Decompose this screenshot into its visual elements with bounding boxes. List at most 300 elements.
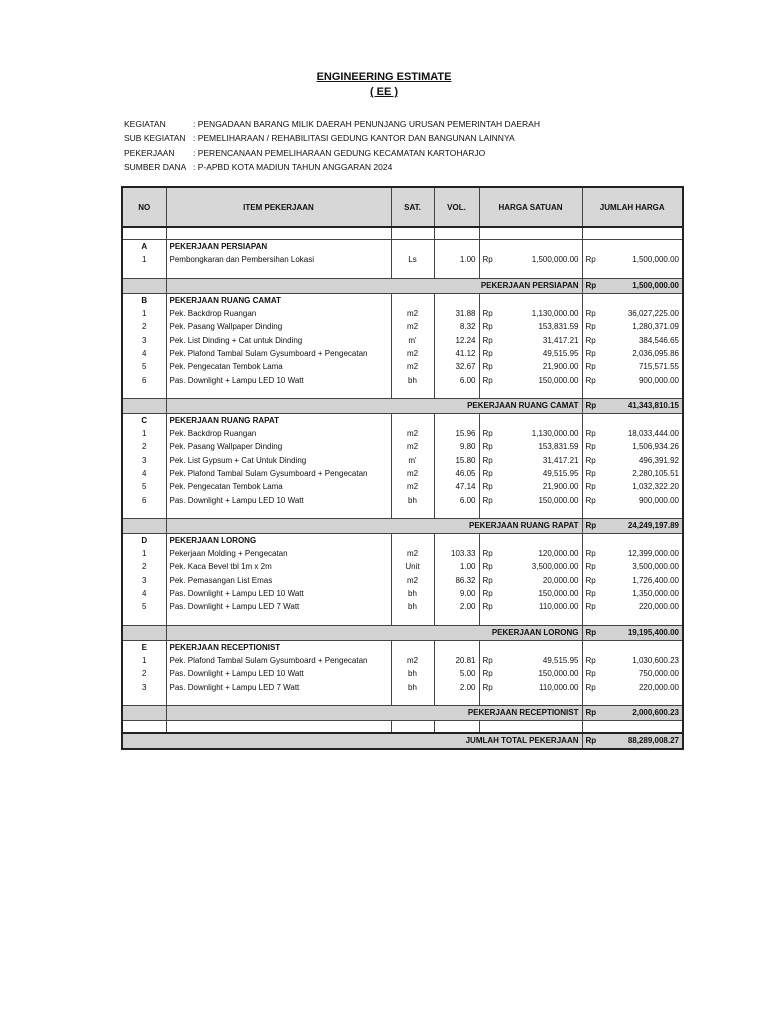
table-row	[122, 680, 683, 693]
currency-label: Rp	[585, 348, 596, 358]
spacer-cell	[122, 694, 166, 706]
item-no: 4	[122, 587, 166, 600]
info-value: : P-APBD KOTA MADIUN TAHUN ANGGARAN 2024	[193, 161, 393, 172]
currency-label: Rp	[585, 255, 596, 265]
item-unit: bh	[391, 680, 434, 693]
item-name: Pek. List Dinding + Cat untuk Dinding	[166, 333, 391, 346]
item-name: Pas. Downlight + Lampu LED 10 Watt	[166, 373, 391, 386]
item-unit-price	[479, 440, 582, 453]
table-row	[122, 347, 683, 360]
spacer-cell	[582, 614, 683, 626]
item-no: 5	[122, 480, 166, 493]
spacer-cell	[434, 387, 479, 399]
spacer-cell	[391, 507, 434, 519]
currency-label: Rp	[585, 362, 596, 372]
item-total-price	[582, 347, 683, 360]
subtotal-amount	[582, 398, 683, 413]
currency-label: Rp	[482, 602, 493, 612]
item-name: Pek. Pasang Wallpaper Dinding	[166, 440, 391, 453]
item-unit: m2	[391, 347, 434, 360]
item-name: Pas. Downlight + Lampu LED 10 Watt	[166, 587, 391, 600]
currency-label: Rp	[482, 562, 493, 572]
currency-label: Rp	[482, 669, 493, 679]
subtotal-amount	[582, 625, 683, 640]
item-total-price-value: 12,399,000.00	[627, 549, 679, 559]
empty-cell	[391, 240, 434, 254]
col-no-header: NO	[122, 187, 166, 227]
item-name: Pas. Downlight + Lampu LED 10 Watt	[166, 493, 391, 506]
empty-cell	[122, 398, 166, 413]
spacer-cell	[166, 387, 391, 399]
item-total-price-value: 900,000.00	[638, 495, 679, 505]
item-total-price	[582, 467, 683, 480]
item-total-price-value: 750,000.00	[638, 669, 679, 679]
item-unit-price	[479, 680, 582, 693]
empty-cell	[434, 640, 479, 654]
item-unit-price-value: 150,000.00	[538, 495, 579, 505]
item-total-price-value: 36,027,225.00	[627, 309, 679, 319]
table-row	[122, 427, 683, 440]
item-unit: bh	[391, 667, 434, 680]
item-total-price-value: 2,280,105.51	[632, 469, 679, 478]
subtotal-row	[122, 705, 683, 720]
spacer-cell	[479, 720, 582, 733]
item-volume: 5.00	[434, 667, 479, 680]
item-no: 3	[122, 680, 166, 693]
item-name: Pek. Plafond Tambal Sulam Gysumboard + Pengecatan	[166, 654, 391, 667]
spacer-cell	[122, 507, 166, 519]
item-name: Pas. Downlight + Lampu LED 10 Watt	[166, 667, 391, 680]
item-unit-price	[479, 560, 582, 573]
item-total-price	[582, 480, 683, 493]
spacer-cell	[391, 267, 434, 279]
item-volume: 1.00	[434, 253, 479, 266]
section-header-row	[122, 533, 683, 547]
spacer-cell	[582, 267, 683, 279]
table-row	[122, 547, 683, 560]
table-row	[122, 654, 683, 667]
item-total-price	[582, 574, 683, 587]
spacer-cell	[434, 227, 479, 240]
item-total-price-value: 1,506,934.26	[632, 442, 679, 452]
item-unit-price-value: 1,130,000.00	[531, 429, 579, 439]
subtotal-amount-value: 41,343,810.15	[627, 401, 679, 411]
item-unit-price-value: 21,900.00	[542, 482, 579, 492]
empty-cell	[122, 705, 166, 720]
item-unit-price	[479, 320, 582, 333]
item-no: 2	[122, 667, 166, 680]
item-no: 6	[122, 493, 166, 506]
item-volume: 103.33	[434, 547, 479, 560]
table-row	[122, 667, 683, 680]
item-unit: m'	[391, 454, 434, 467]
grand-total-amount	[582, 733, 683, 749]
info-row	[124, 131, 540, 145]
section-header-row	[122, 293, 683, 307]
item-no: 1	[122, 253, 166, 266]
empty-cell	[582, 240, 683, 254]
item-unit-price	[479, 253, 582, 266]
spacer-cell	[434, 694, 479, 706]
section-name: PEKERJAAN RUANG RAPAT	[166, 413, 391, 427]
item-total-price	[582, 560, 683, 573]
item-unit-price-value: 153,831.59	[538, 442, 579, 452]
table-row	[122, 600, 683, 613]
item-unit: bh	[391, 373, 434, 386]
item-name: Pek. Kaca Bevel tbl 1m x 2m	[166, 560, 391, 573]
item-unit: m'	[391, 333, 434, 346]
item-volume: 2.00	[434, 680, 479, 693]
section-header-row	[122, 413, 683, 427]
item-total-price	[582, 587, 683, 600]
item-volume: 32.67	[434, 360, 479, 373]
item-total-price	[582, 333, 683, 346]
spacer-cell	[391, 227, 434, 240]
currency-label: Rp	[585, 682, 596, 692]
section-code: C	[122, 413, 166, 427]
subtotal-amount-value: 24,249,197.89	[627, 521, 679, 531]
spacer-cell	[122, 720, 166, 733]
info-row	[124, 160, 540, 174]
item-unit: bh	[391, 493, 434, 506]
item-total-price-value: 2,036,095.86	[632, 348, 679, 358]
item-unit: m2	[391, 654, 434, 667]
item-no: 3	[122, 574, 166, 587]
section-code: D	[122, 533, 166, 547]
item-unit: Ls	[391, 253, 434, 266]
currency-label: Rp	[585, 375, 596, 385]
spacer-row	[122, 720, 683, 733]
item-volume: 6.00	[434, 373, 479, 386]
empty-cell	[582, 640, 683, 654]
item-unit: m2	[391, 360, 434, 373]
spacer-cell	[122, 227, 166, 240]
item-total-price-value: 1,350,000.00	[632, 589, 679, 599]
item-total-price-value: 1,030,600.23	[632, 655, 679, 665]
item-total-price-value: 900,000.00	[638, 375, 679, 385]
subtotal-row	[122, 278, 683, 293]
currency-label: Rp	[585, 281, 597, 291]
document-subtitle: ( EE )	[369, 86, 399, 98]
spacer-cell	[166, 267, 391, 279]
item-name: Pembongkaran dan Pembersihan Lokasi	[166, 253, 391, 266]
spacer-row	[122, 614, 683, 626]
currency-label: Rp	[585, 549, 596, 559]
currency-label: Rp	[585, 495, 596, 505]
item-unit-price-value: 31,417.21	[542, 455, 579, 465]
spacer-cell	[391, 694, 434, 706]
col-harga-header: HARGA SATUAN	[479, 187, 582, 227]
item-no: 1	[122, 307, 166, 320]
section-name: PEKERJAAN RUANG CAMAT	[166, 293, 391, 307]
item-name: Pek. Pengecatan Tembok Lama	[166, 360, 391, 373]
spacer-row	[122, 507, 683, 519]
item-name: Pas. Downlight + Lampu LED 7 Watt	[166, 600, 391, 613]
item-total-price-value: 220,000.00	[638, 682, 679, 692]
item-total-price	[582, 454, 683, 467]
item-no: 2	[122, 560, 166, 573]
item-no: 6	[122, 373, 166, 386]
subtotal-label: PEKERJAAN RECEPTIONIST	[166, 705, 582, 720]
table-row	[122, 307, 683, 320]
item-total-price-value: 1,726,400.00	[632, 575, 679, 585]
spacer-cell	[166, 694, 391, 706]
currency-label: Rp	[585, 708, 597, 718]
section-code: E	[122, 640, 166, 654]
empty-cell	[582, 533, 683, 547]
item-name: Pek. List Gypsum + Cat Untuk Dinding	[166, 454, 391, 467]
empty-cell	[479, 640, 582, 654]
item-unit-price-value: 110,000.00	[539, 602, 579, 612]
spacer-cell	[391, 720, 434, 733]
item-unit-price-value: 20,000.00	[542, 575, 579, 585]
item-no: 5	[122, 360, 166, 373]
spacer-cell	[582, 507, 683, 519]
spacer-cell	[479, 227, 582, 240]
item-unit-price	[479, 347, 582, 360]
empty-cell	[479, 533, 582, 547]
item-unit-price	[479, 467, 582, 480]
item-total-price	[582, 547, 683, 560]
item-total-price-value: 1,032,322.20	[632, 482, 679, 492]
item-total-price	[582, 360, 683, 373]
grand-total-row	[122, 733, 683, 749]
empty-cell	[582, 413, 683, 427]
currency-label: Rp	[482, 322, 493, 332]
currency-label: Rp	[482, 309, 493, 319]
item-unit: bh	[391, 587, 434, 600]
item-unit-price	[479, 360, 582, 373]
info-row	[124, 146, 540, 160]
item-total-price	[582, 440, 683, 453]
info-key: SUB KEGIATAN	[124, 133, 186, 144]
spacer-cell	[166, 507, 391, 519]
item-volume: 20.81	[434, 654, 479, 667]
item-total-price-value: 1,280,371.09	[632, 322, 679, 332]
estimate-table	[121, 186, 684, 750]
currency-label: Rp	[482, 348, 493, 358]
item-unit-price	[479, 307, 582, 320]
item-volume: 6.00	[434, 493, 479, 506]
section-name: PEKERJAAN LORONG	[166, 533, 391, 547]
item-total-price	[582, 253, 683, 266]
table-row	[122, 373, 683, 386]
spacer-cell	[582, 694, 683, 706]
currency-label: Rp	[585, 309, 596, 319]
currency-label: Rp	[482, 589, 493, 599]
item-no: 3	[122, 454, 166, 467]
item-name: Pek. Pemasangan List Emas	[166, 574, 391, 587]
item-name: Pek. Pasang Wallpaper Dinding	[166, 320, 391, 333]
empty-cell	[434, 533, 479, 547]
spacer-cell	[122, 614, 166, 626]
item-unit-price	[479, 547, 582, 560]
info-key: KEGIATAN	[124, 119, 166, 129]
empty-cell	[479, 240, 582, 254]
spacer-cell	[391, 614, 434, 626]
spacer-cell	[434, 614, 479, 626]
item-unit: m2	[391, 320, 434, 333]
subtotal-amount	[582, 705, 683, 720]
item-unit-price	[479, 454, 582, 467]
empty-cell	[122, 625, 166, 640]
item-total-price	[582, 320, 683, 333]
currency-label: Rp	[585, 322, 596, 332]
currency-label: Rp	[482, 495, 493, 505]
item-unit-price-value: 150,000.00	[538, 375, 579, 385]
subtotal-label: PEKERJAAN RUANG RAPAT	[166, 518, 582, 533]
col-item-header: ITEM PEKERJAAN	[166, 187, 391, 227]
item-volume: 1.00	[434, 560, 479, 573]
item-unit: m2	[391, 427, 434, 440]
spacer-cell	[166, 720, 391, 733]
currency-label: Rp	[482, 482, 493, 492]
item-unit-price	[479, 493, 582, 506]
currency-label: Rp	[585, 442, 596, 452]
subtotal-label: PEKERJAAN LORONG	[166, 625, 582, 640]
spacer-cell	[434, 507, 479, 519]
currency-label: Rp	[585, 736, 597, 746]
item-volume: 46.05	[434, 467, 479, 480]
currency-label: Rp	[585, 429, 596, 439]
currency-label: Rp	[482, 655, 493, 665]
subtotal-row	[122, 398, 683, 413]
item-total-price-value: 3,500,000.00	[632, 562, 679, 572]
item-total-price-value: 496,391.92	[638, 455, 679, 465]
item-total-price	[582, 493, 683, 506]
item-name: Pek. Backdrop Ruangan	[166, 427, 391, 440]
subtotal-amount-value: 19,195,400.00	[627, 628, 679, 638]
item-unit: m2	[391, 307, 434, 320]
item-no: 4	[122, 467, 166, 480]
currency-label: Rp	[482, 575, 493, 585]
item-no: 2	[122, 320, 166, 333]
table-row	[122, 587, 683, 600]
col-sat-header: SAT.	[391, 187, 434, 227]
spacer-cell	[582, 387, 683, 399]
item-unit: m2	[391, 547, 434, 560]
currency-label: Rp	[585, 521, 597, 531]
spacer-cell	[166, 614, 391, 626]
item-no: 2	[122, 440, 166, 453]
item-total-price-value: 715,571.55	[638, 362, 679, 372]
item-unit-price-value: 153,831.59	[538, 322, 579, 332]
currency-label: Rp	[585, 469, 596, 478]
grand-total-amount-value: 88,289,008.27	[627, 736, 679, 746]
spacer-cell	[479, 694, 582, 706]
item-no: 5	[122, 600, 166, 613]
table-row	[122, 360, 683, 373]
subtotal-row	[122, 518, 683, 533]
item-unit-price	[479, 587, 582, 600]
item-unit-price-value: 1,130,000.00	[531, 309, 579, 319]
document-title: ENGINEERING ESTIMATE	[316, 71, 452, 83]
item-volume: 86.32	[434, 574, 479, 587]
item-volume: 8.32	[434, 320, 479, 333]
item-unit-price-value: 49,515.95	[542, 469, 579, 478]
spacer-cell	[479, 267, 582, 279]
item-unit-price-value: 21,900.00	[542, 362, 579, 372]
item-name: Pek. Backdrop Ruangan	[166, 307, 391, 320]
item-unit: m2	[391, 467, 434, 480]
subtotal-label: PEKERJAAN RUANG CAMAT	[166, 398, 582, 413]
item-volume: 12.24	[434, 333, 479, 346]
spacer-cell	[479, 614, 582, 626]
currency-label: Rp	[585, 589, 596, 599]
section-code: A	[122, 240, 166, 254]
item-total-price-value: 384,546.65	[638, 335, 679, 345]
section-name: PEKERJAAN RECEPTIONIST	[166, 640, 391, 654]
section-name: PEKERJAAN PERSIAPAN	[166, 240, 391, 254]
section-header-row	[122, 640, 683, 654]
empty-cell	[122, 518, 166, 533]
item-no: 1	[122, 427, 166, 440]
empty-cell	[391, 413, 434, 427]
empty-cell	[582, 293, 683, 307]
currency-label: Rp	[585, 562, 596, 572]
item-unit-price-value: 49,515.95	[542, 655, 579, 665]
table-row	[122, 440, 683, 453]
item-unit-price	[479, 654, 582, 667]
spacer-cell	[122, 387, 166, 399]
currency-label: Rp	[482, 455, 493, 465]
item-volume: 2.00	[434, 600, 479, 613]
item-name: Pek. Plafond Tambal Sulam Gysumboard + Pengecatan	[166, 467, 391, 480]
currency-label: Rp	[482, 255, 493, 265]
item-unit-price	[479, 574, 582, 587]
spacer-row	[122, 267, 683, 279]
project-info	[124, 117, 540, 174]
table-row	[122, 467, 683, 480]
item-unit: m2	[391, 480, 434, 493]
item-unit: bh	[391, 600, 434, 613]
item-unit-price	[479, 333, 582, 346]
currency-label: Rp	[482, 362, 493, 372]
spacer-cell	[391, 387, 434, 399]
info-key: SUMBER DANA	[124, 161, 187, 172]
item-unit: m2	[391, 440, 434, 453]
item-volume: 47.14	[434, 480, 479, 493]
item-unit-price-value: 120,000.00	[538, 549, 579, 559]
spacer-row	[122, 227, 683, 240]
subtotal-amount-value: 2,000,600.23	[632, 708, 679, 718]
section-code: B	[122, 293, 166, 307]
item-unit-price-value: 49,515.95	[542, 348, 579, 358]
spacer-cell	[122, 267, 166, 279]
currency-label: Rp	[585, 655, 596, 665]
spacer-cell	[479, 507, 582, 519]
item-name: Pekerjaan Molding + Pengecatan	[166, 547, 391, 560]
currency-label: Rp	[585, 482, 596, 492]
currency-label: Rp	[585, 401, 597, 411]
item-unit-price-value: 110,000.00	[539, 682, 579, 692]
item-no: 3	[122, 333, 166, 346]
table-row	[122, 493, 683, 506]
empty-cell	[122, 278, 166, 293]
info-value: : PERENCANAAN PEMELIHARAAN GEDUNG KECAMATAN KARTOHARJO	[193, 147, 486, 158]
subtotal-amount	[582, 278, 683, 293]
table-row	[122, 253, 683, 266]
empty-cell	[479, 413, 582, 427]
item-volume: 9.80	[434, 440, 479, 453]
subtotal-amount	[582, 518, 683, 533]
item-unit-price	[479, 373, 582, 386]
currency-label: Rp	[482, 469, 493, 478]
item-unit-price-value: 150,000.00	[538, 669, 579, 679]
item-unit: m2	[391, 574, 434, 587]
empty-cell	[391, 533, 434, 547]
grand-total-label: JUMLAH TOTAL PEKERJAAN	[122, 733, 582, 749]
